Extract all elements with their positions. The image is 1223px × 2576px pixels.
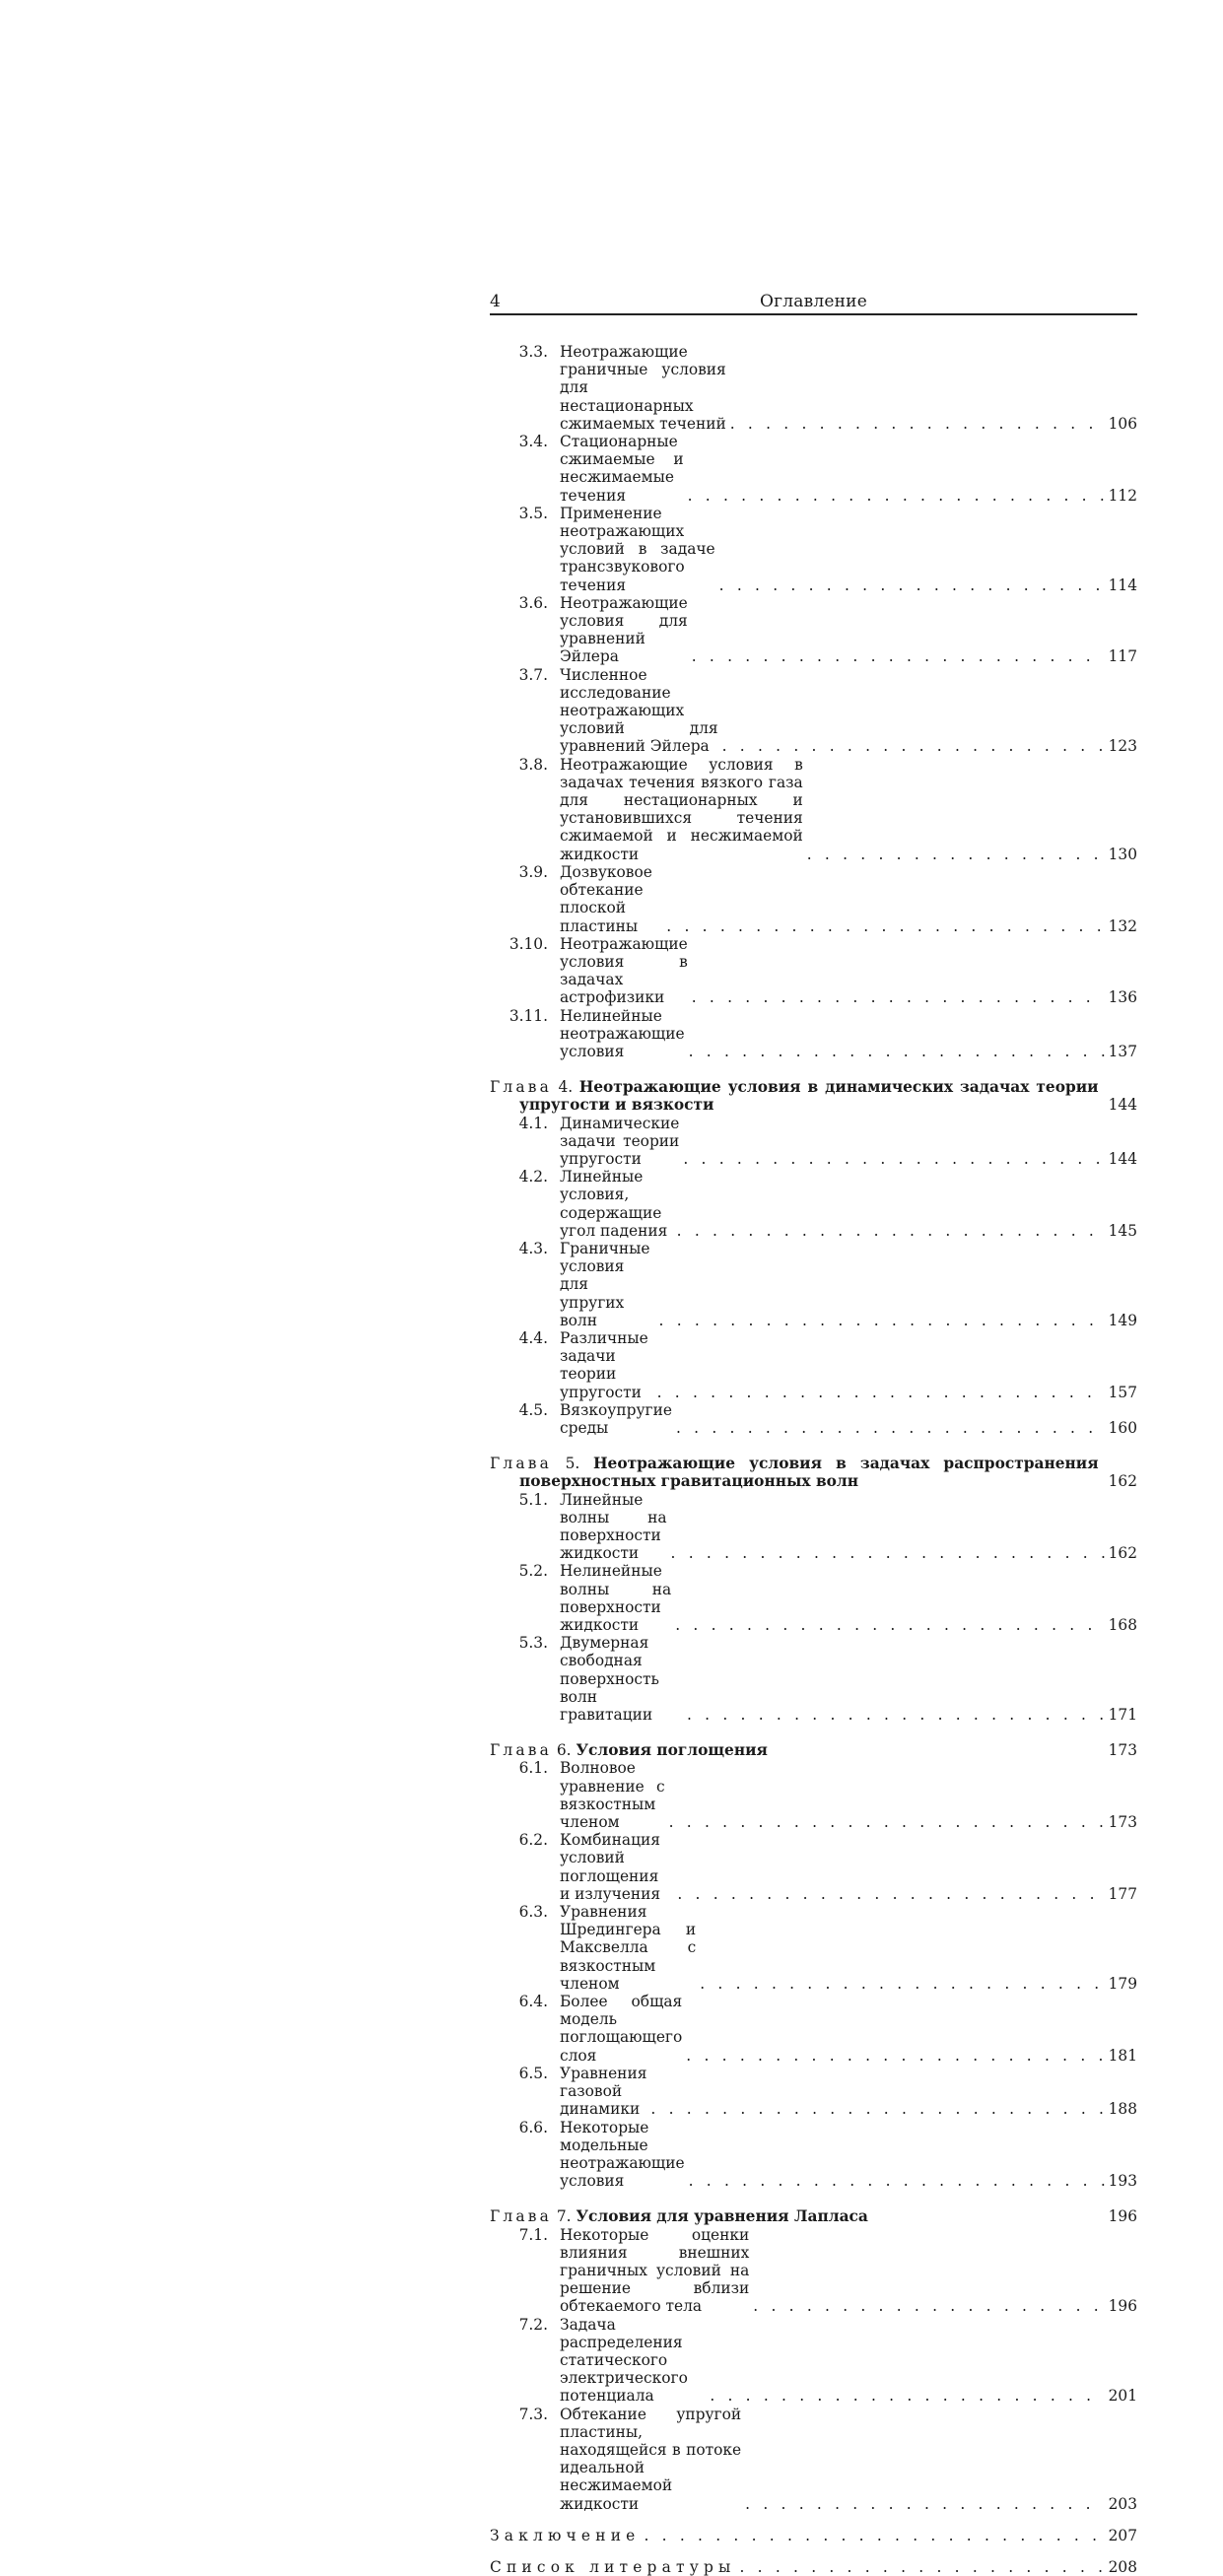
dot-leaders (659, 1312, 1105, 1329)
chapter-page: 196 (1108, 2207, 1137, 2226)
section-number: 4.3. (518, 1239, 548, 1257)
section-page: 137 (1108, 1042, 1137, 1060)
toc-entry[interactable] (490, 505, 1137, 594)
chapter-title: Условия для уравнения Лапласа (576, 2207, 868, 2226)
dot-leaders (666, 917, 1104, 935)
dot-leaders (644, 2527, 1104, 2544)
section-page: 117 (1108, 647, 1137, 666)
toc-entry[interactable] (490, 1240, 1137, 1329)
section-title: Нелинейные неотражающие условия (560, 1006, 685, 1060)
section-number: 3.8. (518, 755, 548, 774)
section-page: 188 (1108, 2100, 1137, 2119)
toc-entry[interactable] (490, 2316, 1137, 2406)
section-number: 4.2. (518, 1168, 548, 1186)
dot-leaders (683, 1150, 1104, 1168)
section-title: Неотражающие условия в задачах астрофизики (560, 934, 688, 1007)
dot-leaders (657, 1384, 1105, 1401)
dot-leaders (739, 2558, 1104, 2576)
toc-entry[interactable] (490, 2119, 1137, 2191)
section-page: 171 (1108, 1706, 1137, 1725)
dot-leaders (692, 988, 1105, 1006)
section-title: Динамические задачи теории упругости (560, 1114, 680, 1168)
table-of-contents (490, 343, 1137, 2576)
toc-entry[interactable] (490, 1329, 1137, 1401)
section-title: Уравнения Шредингера и Максвелла с вязкостным членом (560, 1903, 697, 1993)
chapter-title: Неотражающие условия в динамических задачах теории упругости и вязкости (519, 1078, 1099, 1115)
section-page: 179 (1108, 1974, 1137, 1993)
toc-entry[interactable] (490, 756, 1137, 863)
section-page: 145 (1108, 1221, 1137, 1240)
section-number: 6.6. (518, 2118, 548, 2136)
references-page: 208 (1108, 2557, 1137, 2576)
section-title: Неотражающие условия для уравнений Эйлера (560, 593, 688, 666)
dot-leaders (686, 2047, 1104, 2065)
section-page: 160 (1108, 1418, 1137, 1437)
toc-entry[interactable] (490, 1993, 1137, 2065)
dot-leaders (730, 415, 1105, 433)
section-number: 5.3. (518, 1634, 548, 1653)
section-title: Двумерная свободная поверхность волн гравитации (560, 1634, 659, 1725)
section-title: Более общая модель поглощающего слоя (560, 1993, 683, 2065)
section-page: 106 (1108, 414, 1137, 433)
page-number: 4 (490, 292, 501, 311)
chapter-number: 4. (558, 1078, 574, 1097)
dot-leaders (677, 1222, 1105, 1240)
section-page: 201 (1108, 2387, 1137, 2406)
section-title: Линейные условия, содержащие угол падения (560, 1168, 668, 1240)
section-page: 181 (1108, 2046, 1137, 2065)
section-page: 136 (1108, 988, 1137, 1007)
dot-leaders (719, 576, 1105, 594)
chapter-3-sections (490, 343, 1137, 1060)
dot-leaders (669, 1813, 1105, 1831)
section-number: 3.11. (509, 1006, 548, 1025)
conclusion-title: Заключение (490, 2526, 641, 2544)
chapter-label: Глава (490, 1078, 552, 1097)
chapter-page: 144 (1108, 1096, 1137, 1115)
section-title: Нелинейные волны на поверхности жидкости (560, 1562, 672, 1635)
section-number: 4.1. (518, 1114, 548, 1132)
chapter-5 (490, 1455, 1137, 1724)
section-number: 5.2. (518, 1562, 548, 1581)
dot-leaders (671, 1544, 1105, 1562)
chapter-page: 162 (1108, 1472, 1137, 1491)
toc-entry[interactable] (490, 343, 1137, 433)
toc-entry[interactable] (490, 1562, 1137, 1634)
dot-leaders (753, 2297, 1104, 2315)
section-page: 157 (1108, 1383, 1137, 1401)
section-title: Неотражающие условия в задачах течения вязкого газа для нестационарных и установившихся течения сжимаемой и несжимаемой жидкости (560, 755, 803, 863)
section-page: 130 (1108, 845, 1137, 863)
dot-leaders (722, 737, 1105, 755)
section-number: 7.1. (518, 2225, 548, 2244)
section-title: Задача распределения статического электрического потенциала (560, 2315, 688, 2406)
toc-entry[interactable] (490, 2065, 1137, 2119)
section-title: Применение неотражающих условий в задаче трансзвукового течения (560, 504, 715, 594)
section-title: Граничные условия для упругих волн (560, 1239, 650, 1329)
toc-entry[interactable] (490, 1491, 1137, 1563)
dot-leaders (650, 2100, 1104, 2118)
section-page: 144 (1108, 1149, 1137, 1168)
section-number: 6.2. (518, 1831, 548, 1850)
toc-entry[interactable] (490, 2226, 1137, 2316)
section-page: 173 (1108, 1813, 1137, 1832)
section-number: 3.10. (509, 934, 548, 953)
chapter-heading[interactable] (490, 2207, 1137, 2225)
references-title: Список литературы (490, 2557, 736, 2576)
section-title: Стационарные сжимаемые и несжимаемые течения (560, 433, 684, 505)
chapter-number: 7. (556, 2207, 572, 2226)
chapter-title: Неотражающие условия в задачах распространения поверхностных гравитационных волн (519, 1455, 1099, 1491)
toc-entry[interactable] (490, 2406, 1137, 2513)
section-title: Неотражающие граничные условия для нестационарных сжимаемых течений (560, 343, 726, 433)
toc-entry[interactable] (490, 1759, 1137, 1831)
chapter-4 (490, 1078, 1137, 1437)
chapter-label: Глава (490, 2207, 552, 2226)
dot-leaders (687, 1706, 1105, 1724)
section-page: 149 (1108, 1311, 1137, 1329)
section-title: Вязкоупругие среды (560, 1400, 672, 1437)
section-title: Комбинация условий поглощения и излучения (560, 1831, 661, 1903)
section-number: 4.5. (518, 1400, 548, 1419)
toc-entry[interactable] (490, 935, 1137, 1007)
toc-entry[interactable] (490, 1831, 1137, 1903)
chapter-heading[interactable] (490, 1078, 1137, 1114)
chapter-title: Условия поглощения (576, 1741, 768, 1760)
toc-conclusion[interactable] (490, 2527, 1137, 2544)
section-title: Уравнения газовой динамики (560, 2064, 647, 2119)
section-number: 3.4. (518, 433, 548, 451)
running-header (490, 292, 1137, 315)
chapter-heading[interactable] (490, 1741, 1137, 1759)
section-number: 3.7. (518, 665, 548, 684)
dot-leaders (676, 1419, 1105, 1437)
dot-leaders (675, 1616, 1104, 1634)
section-number: 6.3. (518, 1903, 548, 1922)
conclusion-page: 207 (1108, 2526, 1137, 2544)
section-title: Дозвуковое обтекание плоской пластины (560, 862, 652, 935)
section-number: 3.6. (518, 593, 548, 612)
dot-leaders (692, 647, 1105, 665)
section-page: 203 (1108, 2494, 1137, 2513)
chapter-6 (490, 1741, 1137, 2190)
section-title: Различные задачи теории упругости (560, 1328, 648, 1401)
section-page: 132 (1108, 916, 1137, 935)
section-title: Обтекание упругой пластины, находящейся в потоке идеальной несжимаемой жидкости (560, 2405, 742, 2513)
toc-entry[interactable] (490, 666, 1137, 756)
toc-entry[interactable] (490, 433, 1137, 505)
section-page: 114 (1108, 576, 1137, 594)
section-number: 4.4. (518, 1328, 548, 1347)
chapter-label: Глава (490, 1741, 552, 1760)
chapter-number: 6. (556, 1741, 572, 1760)
section-page: 177 (1108, 1884, 1137, 1903)
dot-leaders (689, 2172, 1105, 2190)
toc-entry[interactable] (490, 863, 1137, 935)
section-number: 6.5. (518, 2064, 548, 2082)
dot-leaders (688, 487, 1105, 505)
section-number: 3.9. (518, 862, 548, 881)
chapter-7 (490, 2207, 1137, 2512)
section-number: 3.3. (518, 343, 548, 361)
section-title: Численное исследование неотражающих условий для уравнений Эйлера (560, 665, 718, 756)
toc-entry[interactable] (490, 1007, 1137, 1061)
section-page: 168 (1108, 1616, 1137, 1635)
dot-leaders (700, 1975, 1104, 1993)
section-number: 7.3. (518, 2405, 548, 2423)
chapter-heading[interactable] (490, 1455, 1137, 1490)
dot-leaders (745, 2495, 1104, 2513)
section-number: 3.5. (518, 504, 548, 522)
page-title: Оглавление (760, 292, 867, 311)
section-title: Волновое уравнение с вязкостным членом (560, 1759, 665, 1832)
section-title: Некоторые оценки влияния внешних граничных условий на решение вблизи обтекаемого тела (560, 2225, 750, 2316)
section-page: 112 (1108, 486, 1137, 505)
dot-leaders (807, 846, 1105, 863)
chapter-page: 173 (1108, 1741, 1137, 1760)
toc-references[interactable] (490, 2558, 1137, 2576)
section-number: 6.4. (518, 1993, 548, 2011)
dot-leaders (689, 1043, 1105, 1060)
toc-entry[interactable] (490, 1634, 1137, 1724)
section-title: Некоторые модельные неотражающие условия (560, 2118, 685, 2191)
chapter-number: 5. (565, 1455, 580, 1473)
section-page: 193 (1108, 2172, 1137, 2191)
section-number: 5.1. (518, 1490, 548, 1509)
section-number: 6.1. (518, 1759, 548, 1778)
toc-entry[interactable] (490, 1401, 1137, 1437)
section-page: 162 (1108, 1544, 1137, 1563)
section-page: 196 (1108, 2297, 1137, 2316)
dot-leaders (710, 2387, 1104, 2405)
toc-entry[interactable] (490, 1115, 1137, 1169)
toc-entry[interactable] (490, 1168, 1137, 1240)
section-number: 7.2. (518, 2315, 548, 2334)
section-page: 123 (1108, 737, 1137, 756)
dot-leaders (677, 1885, 1104, 1903)
chapter-label: Глава (490, 1455, 552, 1473)
toc-entry[interactable] (490, 594, 1137, 666)
section-title: Линейные волны на поверхности жидкости (560, 1490, 667, 1563)
toc-entry[interactable] (490, 1903, 1137, 1993)
